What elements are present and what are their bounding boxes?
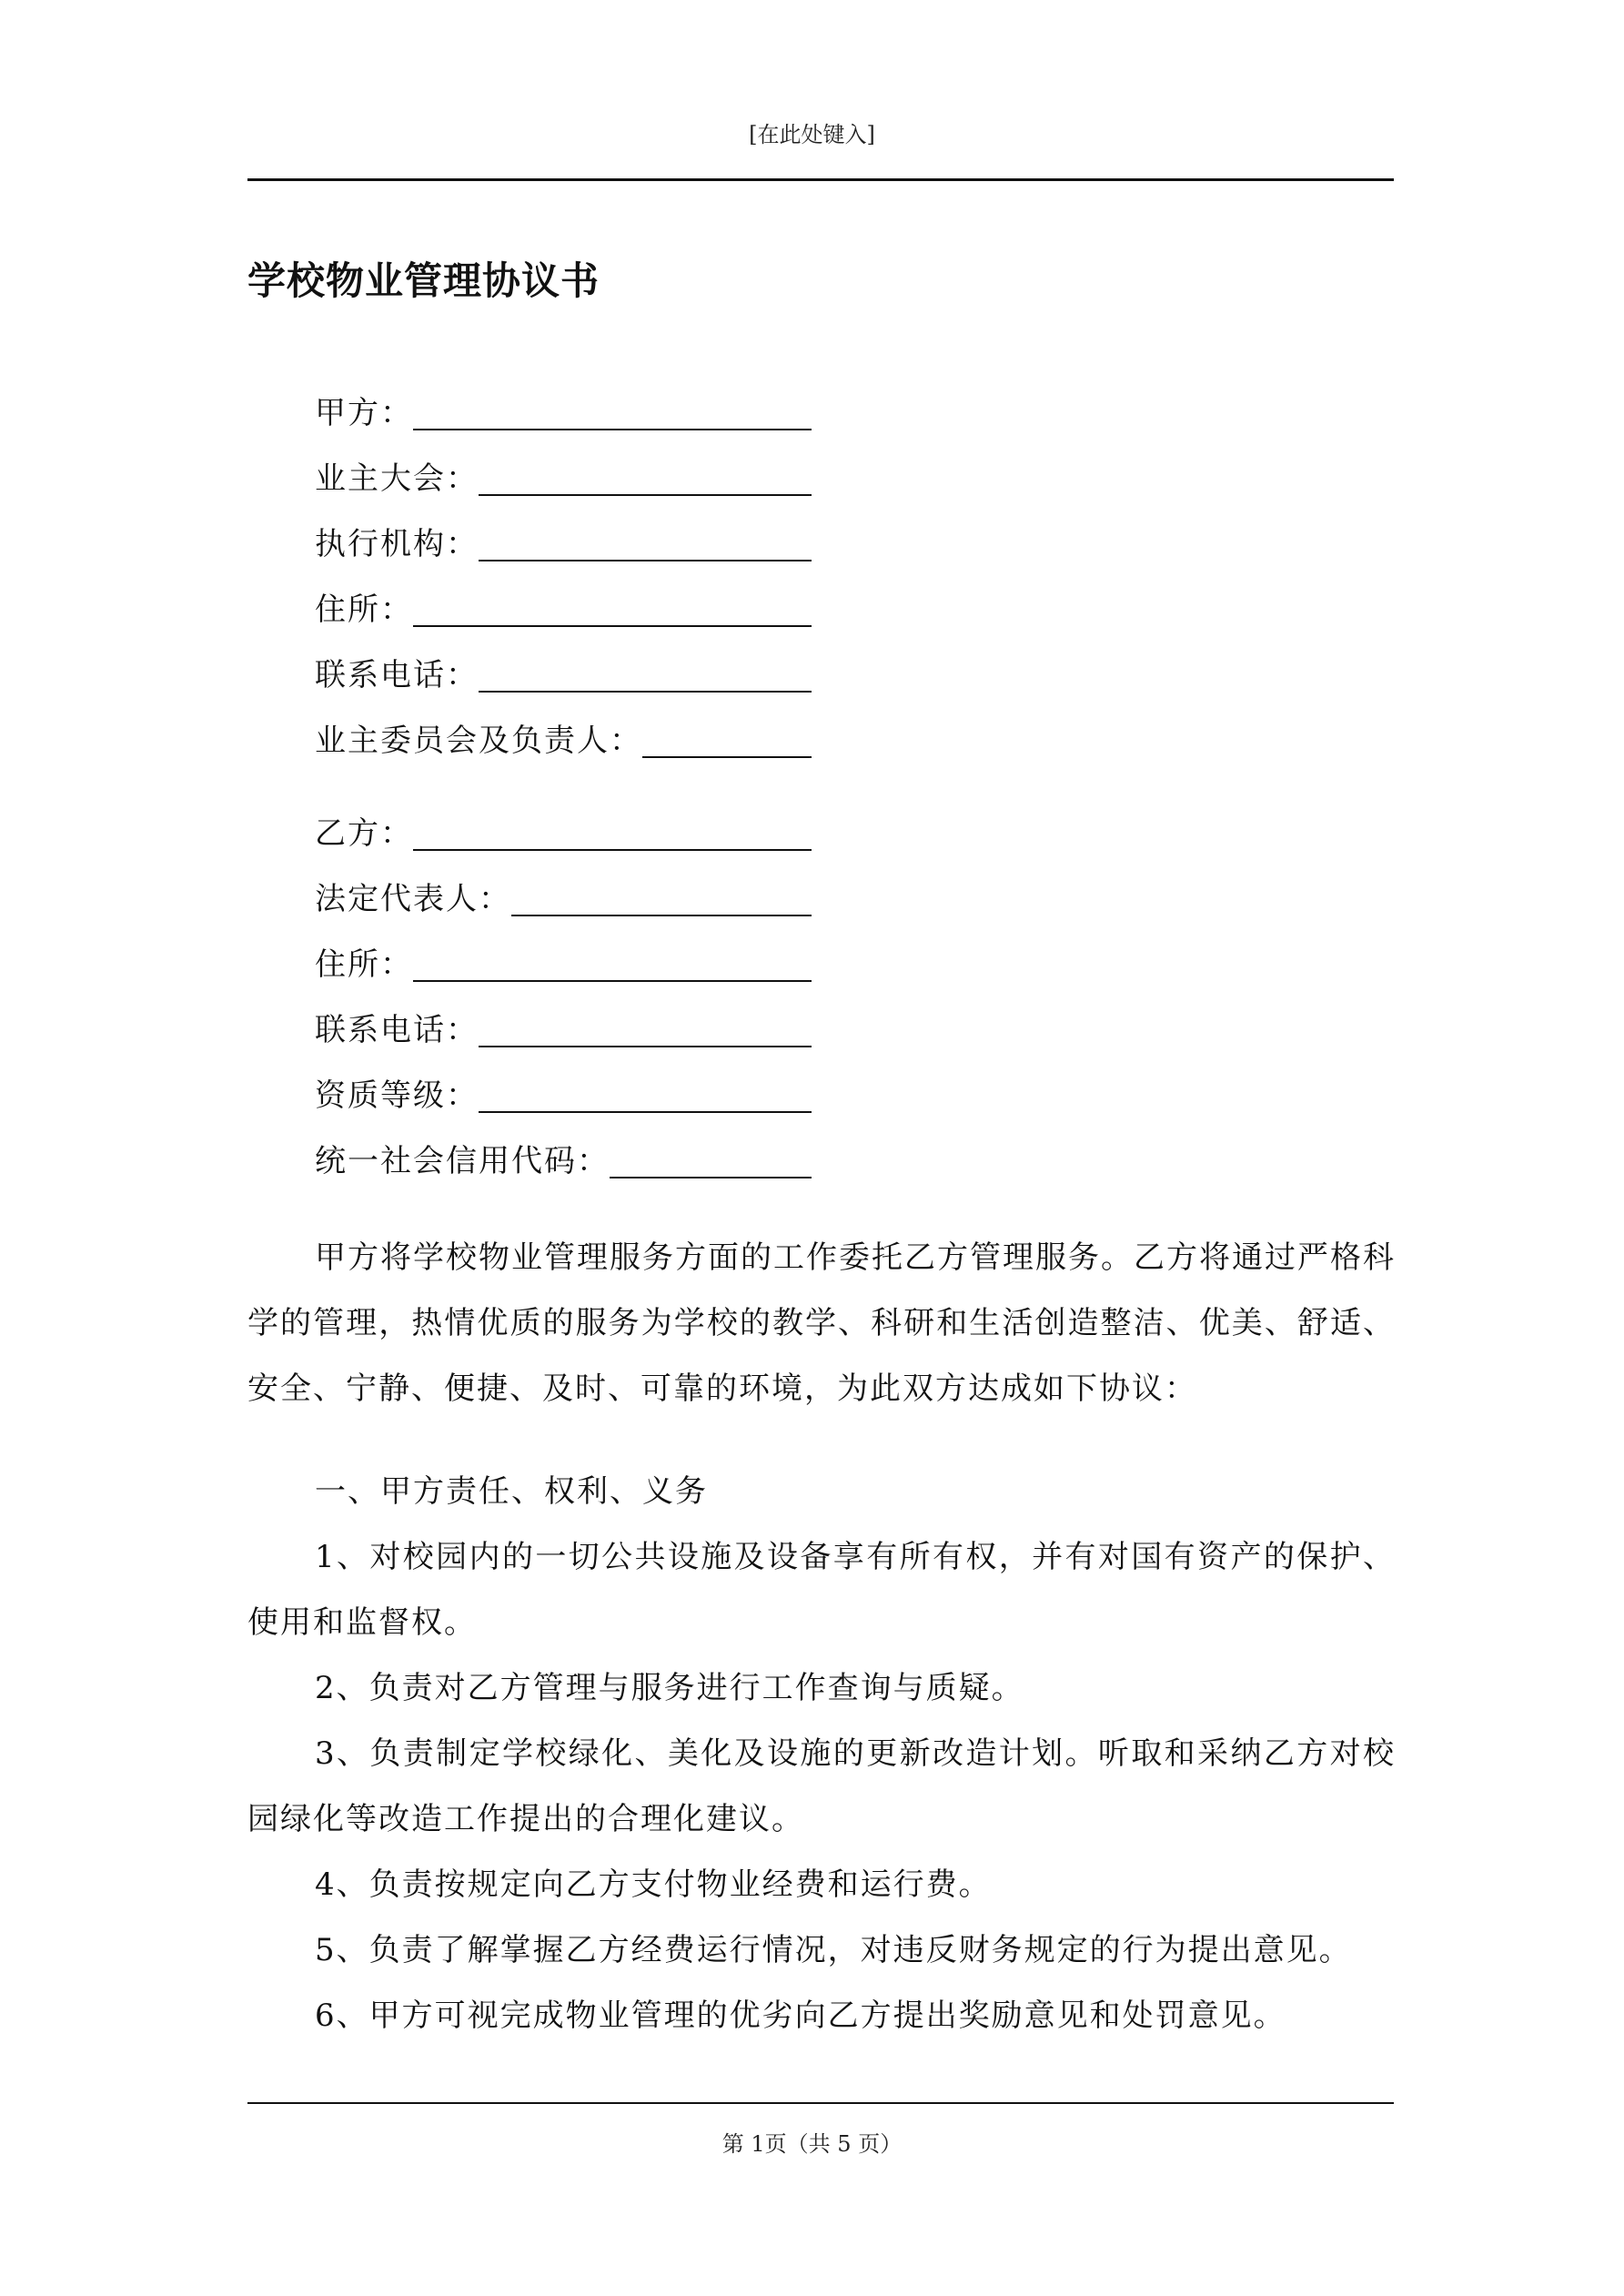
- field-label: 统一社会信用代码：: [315, 1143, 610, 1179]
- field-party-b[interactable]: [315, 791, 812, 856]
- blank-line[interactable]: [479, 1046, 812, 1047]
- blank-line[interactable]: [511, 915, 812, 916]
- field-label: 联系电话：: [315, 1012, 479, 1048]
- field-label: 住所：: [315, 592, 413, 628]
- blank-line[interactable]: [610, 1177, 812, 1178]
- clause-item: 5、负责了解掌握乙方经费运行情况，对违反财务规定的行为提出意见。: [315, 1932, 1352, 1968]
- intro-block: [247, 1225, 1396, 1421]
- field-label: 联系电话：: [315, 657, 479, 693]
- field-address-a[interactable]: [315, 567, 812, 632]
- clause-item: 6、甲方可视完成物业管理的优劣向乙方提出奖励意见和处罚意见。: [315, 1998, 1286, 2034]
- clause-item: 3、负责制定学校绿化、美化及设施的更新改造计划。听取和采纳乙方对校园绿化等改造工作提出的合理化建议。: [247, 1735, 1396, 1837]
- blank-line[interactable]: [479, 691, 812, 693]
- blank-line[interactable]: [413, 980, 812, 982]
- intro-paragraph: 甲方将学校物业管理服务方面的工作委托乙方管理服务。乙方将通过严格科学的管理，热情优质的服务为学校的教学、科研和生活创造整洁、优美、舒适、安全、宁静、便捷、及时、可靠的环境，为此双方达成如下协议：: [247, 1239, 1396, 1407]
- page-header: [在此处键入]: [749, 122, 875, 147]
- party-b-fields: [315, 791, 812, 1184]
- field-phone-a[interactable]: [315, 632, 812, 698]
- field-label: 资质等级：: [315, 1077, 479, 1114]
- field-label: 业主委员会及负责人：: [315, 723, 642, 759]
- blank-line[interactable]: [642, 756, 812, 758]
- page-footer: 第 1页（共 5 页）: [721, 2131, 903, 2157]
- field-party-a[interactable]: [315, 370, 812, 436]
- blank-line[interactable]: [413, 429, 812, 430]
- blank-line[interactable]: [479, 1111, 812, 1113]
- field-executive-body[interactable]: [315, 501, 812, 567]
- field-owners-assembly[interactable]: [315, 436, 812, 501]
- field-label: 乙方：: [315, 815, 413, 852]
- field-phone-b[interactable]: [315, 987, 812, 1053]
- party-a-fields: [315, 370, 812, 764]
- field-credit-code[interactable]: [315, 1118, 812, 1184]
- blank-line[interactable]: [413, 625, 812, 627]
- blank-line[interactable]: [479, 560, 812, 561]
- header-rule: [247, 178, 1394, 181]
- field-label: 业主大会：: [315, 460, 479, 497]
- field-owners-committee[interactable]: [315, 698, 812, 764]
- clause-item: 1、对校园内的一切公共设施及设备享有所有权，并有对国有资产的保护、使用和监督权。: [247, 1539, 1396, 1641]
- field-label: 住所：: [315, 946, 413, 983]
- field-address-b[interactable]: [315, 922, 812, 987]
- section-party-a-duties: [247, 1459, 1396, 2048]
- section-heading: 一、甲方责任、权利、义务: [315, 1473, 708, 1510]
- blank-line[interactable]: [413, 849, 812, 851]
- field-label: 执行机构：: [315, 526, 479, 562]
- clause-item: 4、负责按规定向乙方支付物业经费和运行费。: [315, 1866, 992, 1903]
- document-title: 学校物业管理协议书: [247, 258, 600, 303]
- clause-item: 2、负责对乙方管理与服务进行工作查询与质疑。: [315, 1670, 1024, 1706]
- footer-rule: [247, 2102, 1394, 2104]
- field-label: 甲方：: [315, 395, 413, 431]
- field-qualification[interactable]: [315, 1053, 812, 1118]
- field-legal-rep[interactable]: [315, 856, 812, 922]
- blank-line[interactable]: [479, 494, 812, 496]
- field-label: 法定代表人：: [315, 881, 511, 917]
